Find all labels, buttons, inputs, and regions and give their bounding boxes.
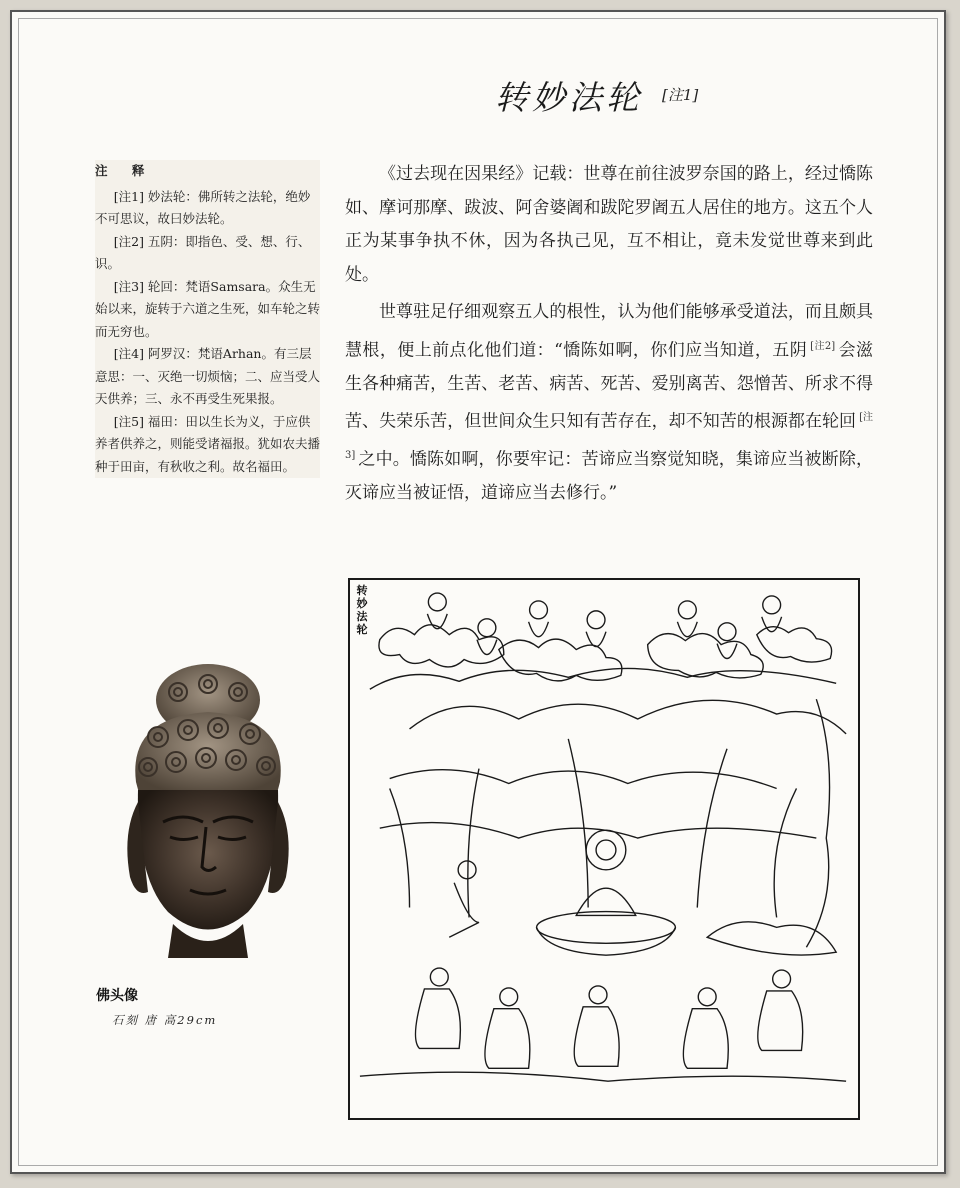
note-2: [注2] 五阴：即指色、受、想、行、识。	[95, 233, 311, 271]
note-ref-2: [注2]	[810, 340, 836, 352]
title-note-ref: [注1]	[662, 86, 699, 104]
paragraph-2-part-a: 世尊驻足仔细观察五人的根性，认为他们能够承受道法，而且颇具慧根，便上前点化他们道：“憍陈如啊，你们应当知道，五阴	[345, 302, 873, 361]
note-4: [注4] 阿罗汉：梵语Arhan。有三层意思：一、灭绝一切烦恼；二、应当受人天供养；三、永不再受生死果报。	[95, 346, 321, 406]
main-text	[345, 158, 873, 511]
woodblock-illustration	[348, 578, 860, 1120]
buddha-head-image	[118, 662, 298, 958]
figure-subcaption: 石刻 唐 高29cm	[112, 1013, 218, 1027]
illustration-label: 转妙法轮	[356, 584, 368, 636]
note-ref-3: [注3]	[345, 412, 873, 462]
figure-caption: 佛头像	[96, 988, 138, 1004]
notes-column	[95, 160, 320, 478]
paragraph-2-part-b: 会滋生各种痛苦，生苦、老苦、病苦、死苦、爱别离苦、怨憎苦、所求不得苦、失荣乐苦，但世间众生只知有苦存在，却不知苦的根源都在轮回	[345, 340, 873, 432]
paragraph-2-part-c: 之中。憍陈如啊，你要牢记：苦谛应当察觉知晓，集谛应当被断除，灭谛应当被证悟，道谛应当去修行。”	[345, 449, 873, 504]
notes-heading: 注 释	[95, 163, 155, 178]
paragraph-2	[345, 296, 873, 511]
paragraph-1: 《过去现在因果经》记载：世尊在前往波罗奈国的路上，经过憍陈如、摩诃那摩、跋波、阿舍婆阇和跋陀罗阇五人居住的地方。这五个人正为某事争执不休，因为各执己见，互不相让，竟未发觉世尊来到此处。	[345, 164, 873, 285]
note-3: [注3] 轮回：梵语Samsara。众生无始以来，旋转于六道之生死，如车轮之转而无穷也。	[95, 278, 321, 339]
note-1: [注1] 妙法轮：佛所转之法轮，绝妙不可思议，故曰妙法轮。	[95, 188, 311, 226]
page-title: 转妙法轮	[495, 78, 643, 117]
note-5: [注5] 福田：田以生长为义，于应供养者供养之，则能受诸福报。犹如农夫播种于田亩，有秋收之利。故名福田。	[95, 413, 321, 474]
